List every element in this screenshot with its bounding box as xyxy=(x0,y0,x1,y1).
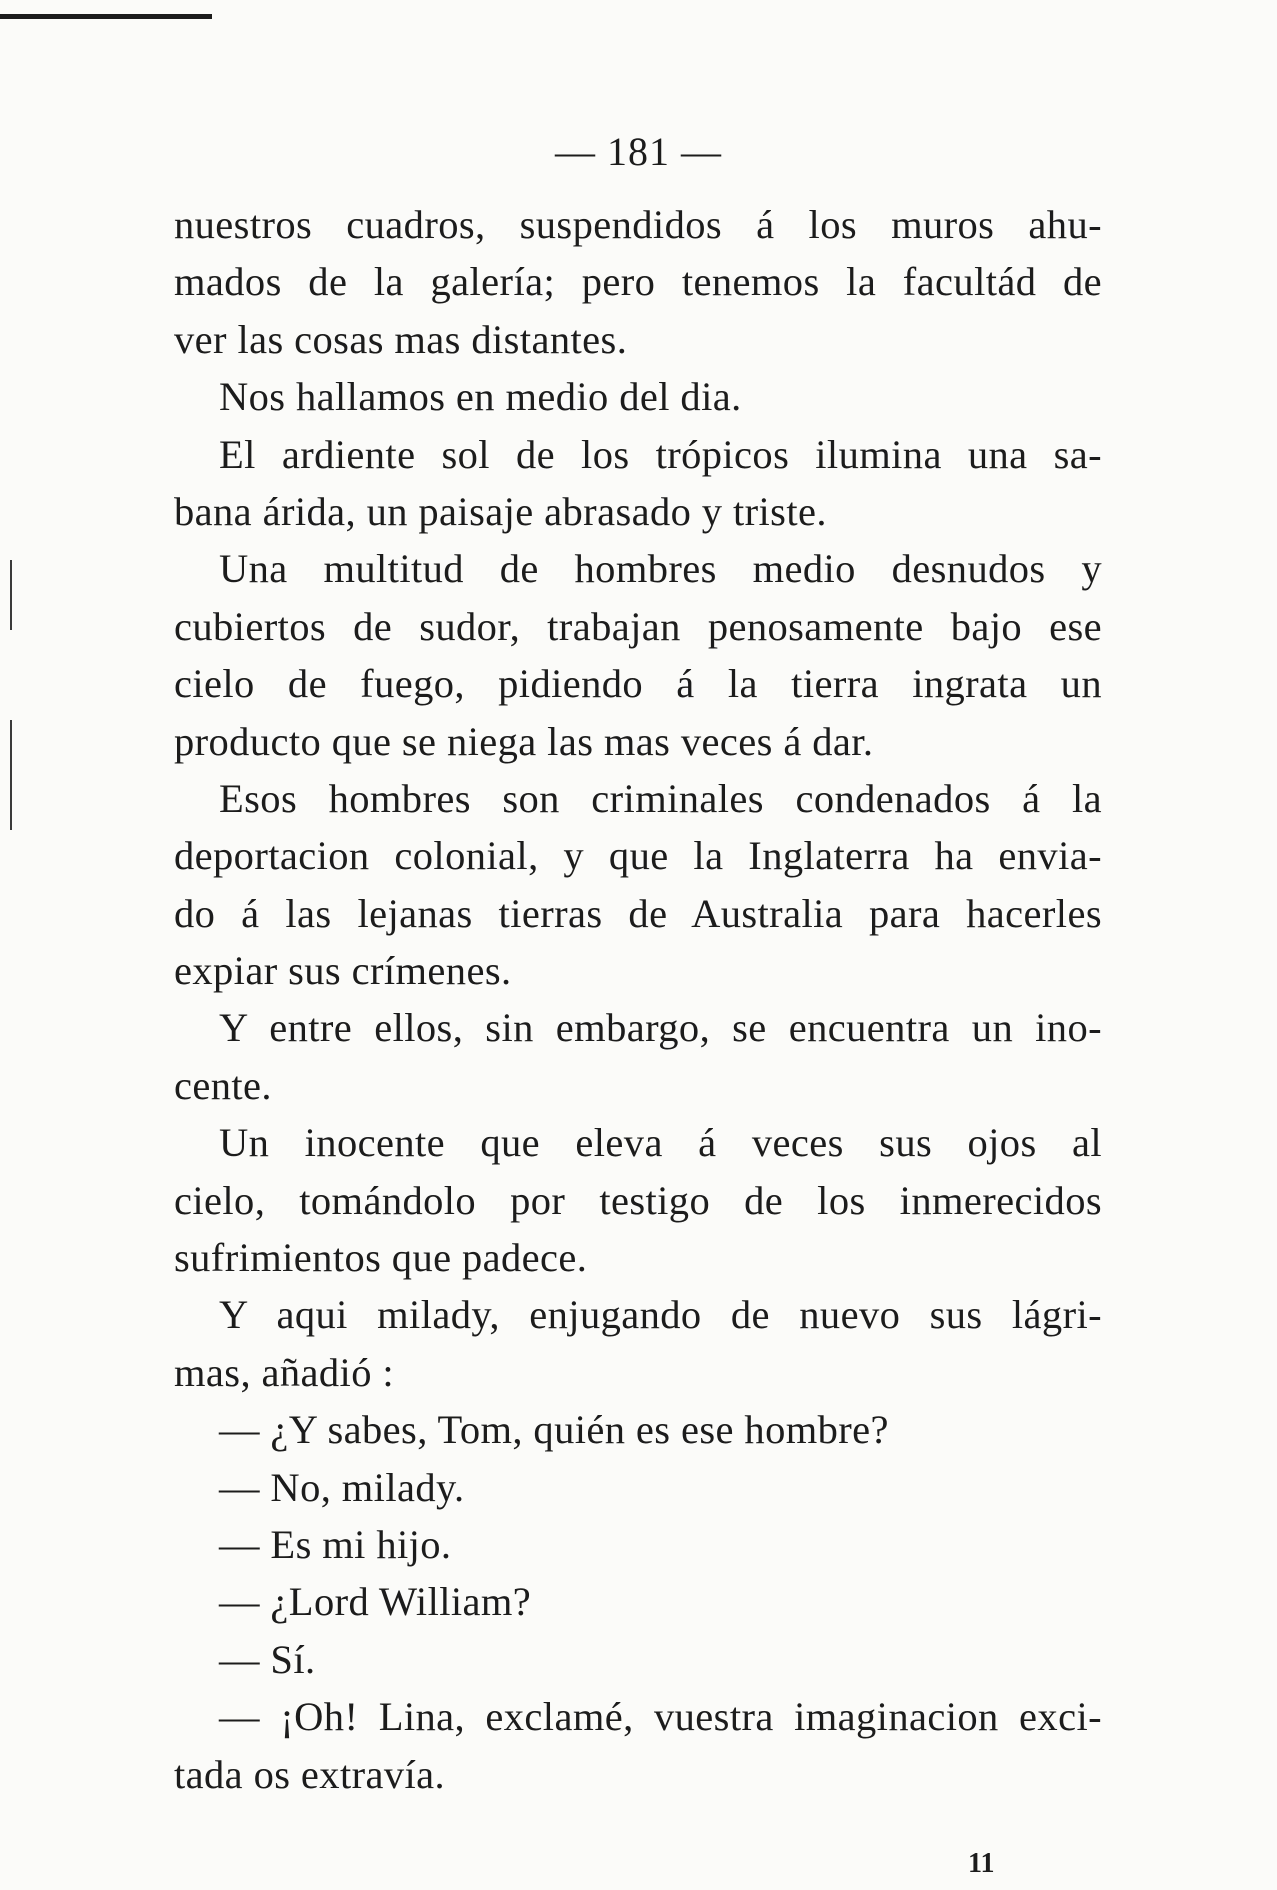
text-line: ver las cosas mas distantes. xyxy=(174,316,628,362)
text-line: Esos hombres son criminales condenados á la xyxy=(219,775,1102,821)
text-line: Y aqui milady, enjugando de nuevo sus lágri- xyxy=(219,1292,1102,1338)
margin-mark xyxy=(10,560,12,630)
text-line: tada os extravía. xyxy=(174,1751,446,1797)
text-line: Una multitud de hombres medio desnudos y xyxy=(219,546,1102,592)
text-line: sufrimientos que padece. xyxy=(174,1235,588,1281)
text-line: cielo de fuego, pidiendo á la tierra ingrata un xyxy=(174,661,1102,707)
text-line: Un inocente que eleva á veces sus ojos al xyxy=(219,1120,1102,1166)
text-line: producto que se niega las mas veces á dar. xyxy=(174,718,874,764)
text-line: cielo, tomándolo por testigo de los inmerecidos xyxy=(174,1177,1102,1223)
text-line: Nos hallamos en medio del dia. xyxy=(219,374,742,420)
text-line: — Sí. xyxy=(219,1636,316,1682)
text-line: El ardiente sol de los trópicos ilumina una sa- xyxy=(219,431,1102,477)
text-line: — ¡Oh! Lina, exclamé, vuestra imaginacion exci- xyxy=(219,1694,1102,1740)
text-line: cubiertos de sudor, trabajan penosamente bajo ese xyxy=(174,603,1102,649)
top-rule xyxy=(0,14,212,19)
text-line: deportacion colonial, y que la Inglaterra ha envia- xyxy=(174,833,1102,879)
text-line: — Es mi hijo. xyxy=(219,1521,452,1567)
text-line: — ¿Y sabes, Tom, quién es ese hombre? xyxy=(219,1407,889,1453)
margin-mark xyxy=(10,720,12,830)
text-line: Y entre ellos, sin embargo, se encuentra un ino- xyxy=(219,1005,1102,1051)
text-block xyxy=(174,196,1102,1803)
text-line: — ¿Lord William? xyxy=(219,1579,532,1625)
text-line: do á las lejanas tierras de Australia para hacerles xyxy=(174,890,1102,936)
text-line: mados de la galería; pero tenemos la facultád de xyxy=(174,259,1102,305)
signature-mark: 11 xyxy=(968,1848,995,1879)
text-line: bana árida, un paisaje abrasado y triste. xyxy=(174,488,827,534)
text-line: mas, añadió : xyxy=(174,1349,395,1395)
text-line: nuestros cuadros, suspendidos á los muros ahu- xyxy=(174,202,1102,247)
page-number: — 181 — xyxy=(555,129,722,174)
text-line: — No, milady. xyxy=(219,1464,465,1510)
text-line: cente. xyxy=(174,1062,272,1108)
text-line: expiar sus crímenes. xyxy=(174,948,512,994)
